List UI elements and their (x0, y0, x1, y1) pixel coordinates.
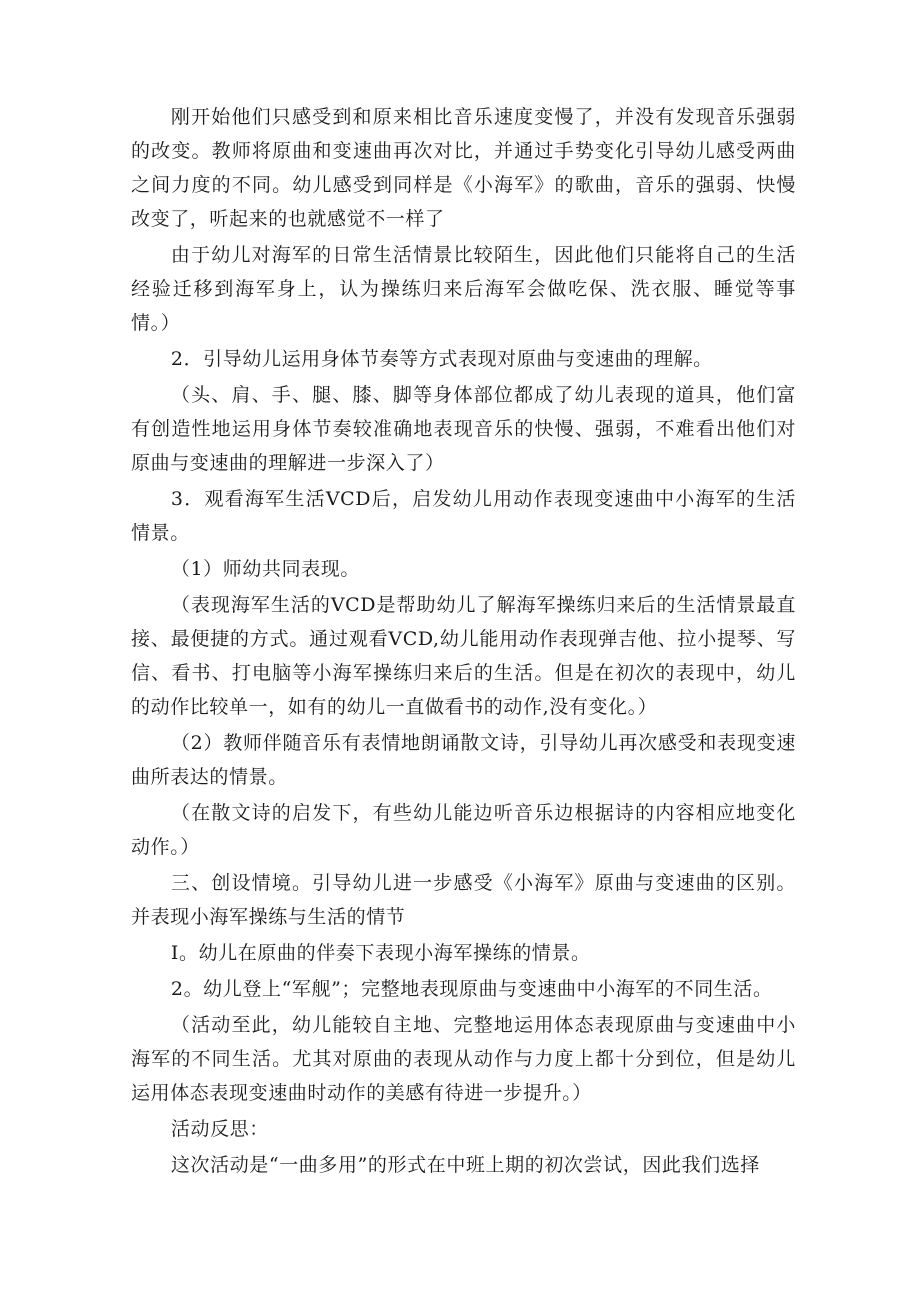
paragraph-step-3-1-note: （表现海军生活的VCD是帮助幼儿了解海军操练归来后的生活情景最直接、最便捷的方式。通过观看VCD,幼儿能用动作表现弹吉他、拉小提琴、写信、看书、打电脑等小海军操练归来后的生活。但是在初次的表现中，幼儿的动作比较单一，如有的幼儿一直做看书的动作,没有变化。） (131, 594, 796, 718)
paragraph-step-2-note: （头、肩、手、腿、膝、脚等身体部位都成了幼儿表现的道具，他们富有创造性地运用身体节奏较准确地表现音乐的快慢、强弱，不难看出他们对原曲与变速曲的理解进一步深入了） (131, 384, 796, 474)
paragraph-step-3-2: （2）教师伴随音乐有表情地朗诵散文诗，引导幼儿再次感受和表现变速曲所表达的情景。 (131, 732, 796, 788)
paragraph-step-2: 2．引导幼儿运用身体节奏等方式表现对原曲与变速曲的理解。 (170, 348, 713, 370)
paragraph-step-3-1: （1）师幼共同表现。 (170, 558, 360, 580)
paragraph-section-3: 三、创设情境。引导幼儿进一步感受《小海军》原曲与变速曲的区别。并表现小海军操练与生活的情节 (131, 872, 796, 928)
paragraph-reflection-text: 这次活动是“一曲多用”的形式在中班上期的初次尝试，因此我们选择 (170, 1154, 760, 1176)
paragraph-section-3-note: （活动至此，幼儿能较自主地、完整地运用体态表现原曲与变速曲中小海军的不同生活。尤其对原曲的表现从动作与力度上都十分到位，但是幼儿运用体态表现变速曲时动作的美感有待进一步提升。） (131, 1014, 796, 1104)
paragraph-step-3: 3．观看海军生活VCD后，启发幼儿用动作表现变速曲中小海军的生活情景。 (131, 488, 796, 544)
paragraph-step-3-2-note: （在散文诗的启发下，有些幼儿能边听音乐边根据诗的内容相应地变化动作。） (131, 802, 796, 858)
paragraph-observation: 刚开始他们只感受到和原来相比音乐速度变慢了，并没有发现音乐强弱的改变。教师将原曲和变速曲再次对比，并通过手势变化引导幼儿感受两曲之间力度的不同。幼儿感受到同样是《小海军》的歌曲，音乐的强弱、快慢改变了，听起来的也就感觉不一样了 (131, 106, 796, 230)
paragraph-reflection-heading: 活动反思： (170, 1118, 269, 1140)
document-body (131, 100, 796, 1182)
paragraph-section-3-item-1: I。幼儿在原曲的伴奏下表现小海军操练的情景。 (170, 942, 591, 964)
paragraph-daily-life-note: 由于幼儿对海军的日常生活情景比较陌生，因此他们只能将自己的生活经验迁移到海军身上，认为操练归来后海军会做吃保、洗衣服、睡觉等事情。） (131, 244, 796, 334)
paragraph-section-3-item-2: 2。幼儿登上“军舰”；完整地表现原曲与变速曲中小海军的不同生活。 (170, 978, 773, 1000)
